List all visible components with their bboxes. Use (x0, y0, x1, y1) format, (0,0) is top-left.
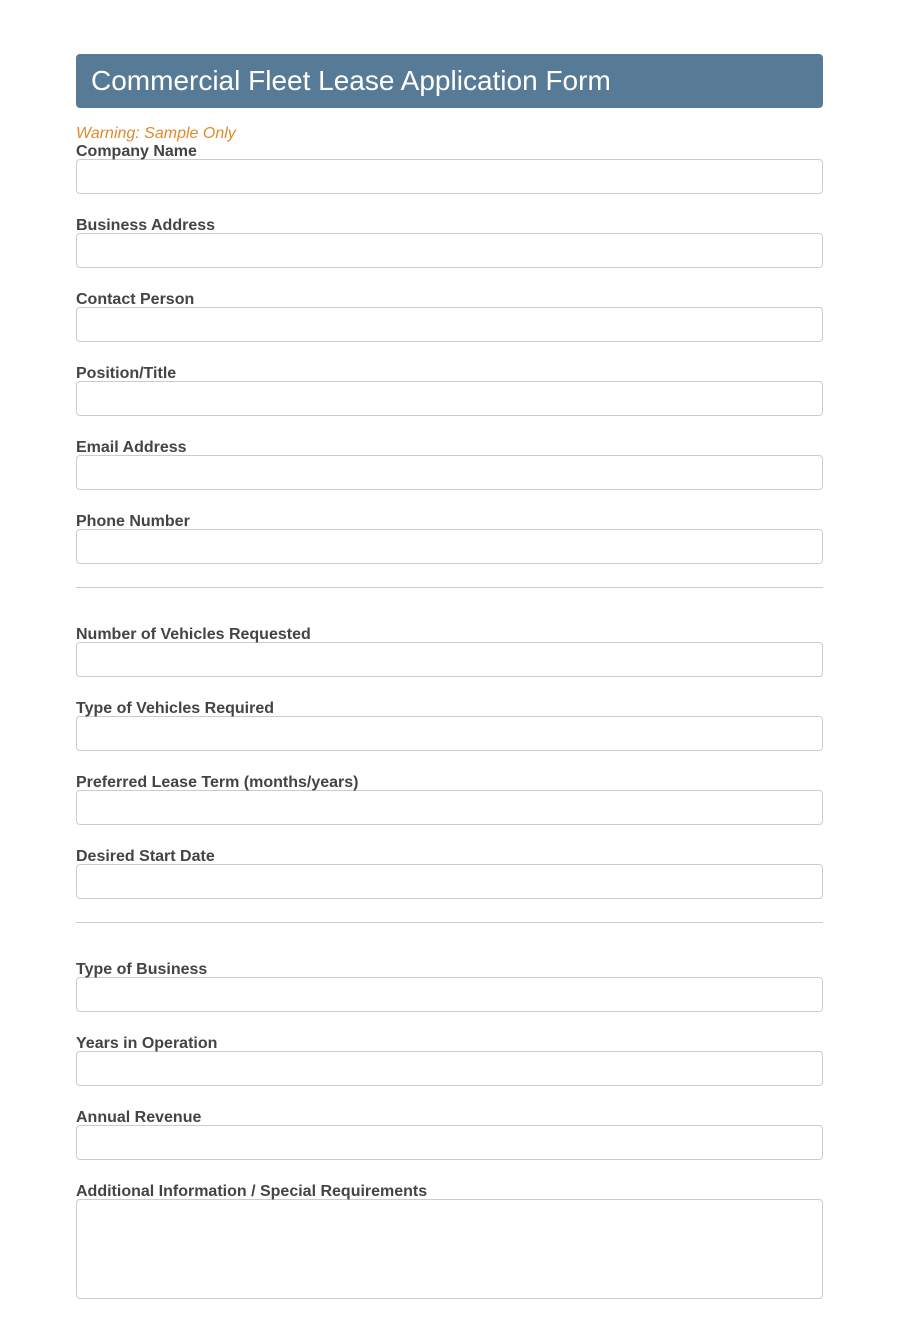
business-type-input[interactable] (76, 977, 823, 1012)
form-container (76, 54, 823, 1322)
years-in-operation-input[interactable] (76, 1051, 823, 1086)
company-name-label: Company Name (76, 143, 197, 160)
form-header (76, 54, 823, 108)
number-of-vehicles-input[interactable] (76, 642, 823, 677)
field-annual-revenue (76, 1109, 823, 1160)
vehicle-type-label: Type of Vehicles Required (76, 700, 274, 717)
section-lease-details (76, 626, 823, 899)
phone-number-input[interactable] (76, 529, 823, 564)
section-divider-1 (76, 587, 823, 588)
annual-revenue-input[interactable] (76, 1125, 823, 1160)
field-company-name (76, 143, 823, 194)
number-of-vehicles-label: Number of Vehicles Requested (76, 626, 311, 643)
annual-revenue-label: Annual Revenue (76, 1109, 202, 1126)
additional-info-textarea[interactable] (76, 1199, 823, 1299)
section-business-info (76, 961, 823, 1299)
field-number-of-vehicles (76, 626, 823, 677)
email-address-input[interactable] (76, 455, 823, 490)
field-business-address (76, 217, 823, 268)
contact-person-label: Contact Person (76, 291, 195, 308)
phone-number-label: Phone Number (76, 513, 190, 530)
start-date-input[interactable] (76, 864, 823, 899)
business-address-label: Business Address (76, 217, 216, 234)
vehicle-type-input[interactable] (76, 716, 823, 751)
section-divider-2 (76, 922, 823, 923)
position-title-label: Position/Title (76, 365, 177, 382)
field-business-type (76, 961, 823, 1012)
field-years-in-operation (76, 1035, 823, 1086)
business-address-input[interactable] (76, 233, 823, 268)
lease-term-label: Preferred Lease Term (months/years) (76, 774, 359, 791)
business-type-label: Type of Business (76, 961, 208, 978)
field-contact-person (76, 291, 823, 342)
years-in-operation-label: Years in Operation (76, 1035, 218, 1052)
contact-person-input[interactable] (76, 307, 823, 342)
additional-info-label: Additional Information / Special Requirements (76, 1183, 428, 1200)
field-lease-term (76, 774, 823, 825)
section-company-info (76, 143, 823, 564)
start-date-label: Desired Start Date (76, 848, 215, 865)
position-title-input[interactable] (76, 381, 823, 416)
field-position-title (76, 365, 823, 416)
form-title: Commercial Fleet Lease Application Form (91, 65, 611, 96)
company-name-input[interactable] (76, 159, 823, 194)
field-start-date (76, 848, 823, 899)
field-additional-info (76, 1183, 823, 1299)
lease-term-input[interactable] (76, 790, 823, 825)
field-vehicle-type (76, 700, 823, 751)
email-address-label: Email Address (76, 439, 187, 456)
warning-text: Warning: Sample Only (76, 125, 236, 142)
field-email-address (76, 439, 823, 490)
field-phone-number (76, 513, 823, 564)
